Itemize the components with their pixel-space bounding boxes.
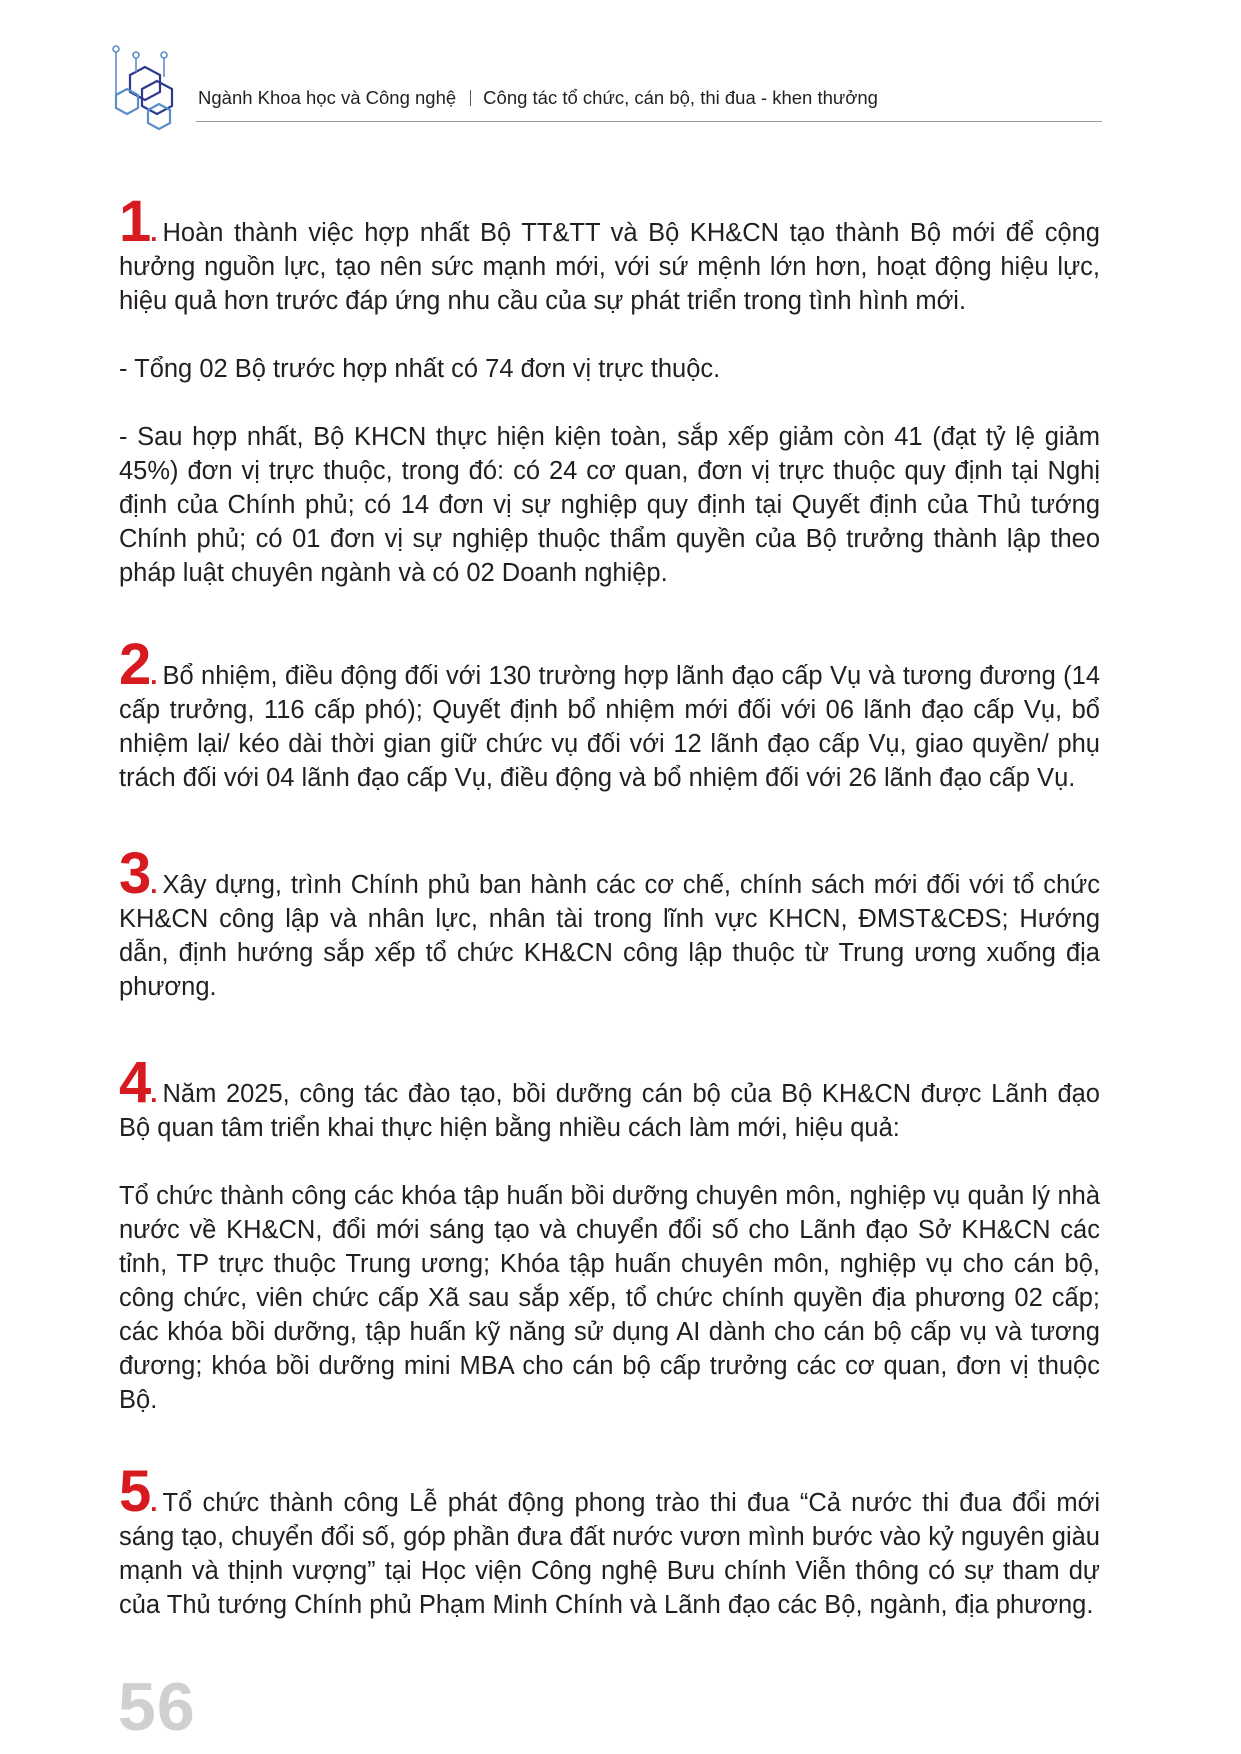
header-title-right: Công tác tổ chức, cán bộ, thi đua - khen thưởng — [483, 87, 878, 108]
page-number: 56 — [118, 1669, 196, 1745]
header-title-left: Ngành Khoa học và Công nghệ — [198, 87, 457, 108]
item-4-sub-1: Tổ chức thành công các khóa tập huấn bồi dưỡng chuyên môn, nghiệp vụ quản lý nhà nước về KH&CN, đổi mới sáng tạo và chuyển đổi số cho Lãnh đạo Sở KH&CN các tỉnh, TP trực thuộc Trung ương; Khóa tập huấn chuyên môn, nghiệp vụ cho cán bộ, công chức, viên chức cấp Xã sau sắp xếp, tổ chức chính quyền địa phương 02 cấp; các khóa bồi dưỡng, tập huấn kỹ năng sử dụng AI dành cho cán bộ cấp vụ và tương đương; khóa bồi dưỡng mini MBA cho cán bộ cấp trưởng các cơ quan, đơn vị thuộc Bộ. — [119, 1182, 1100, 1414]
item-5 — [119, 1459, 1100, 1622]
item-3-text: Xây dựng, trình Chính phủ ban hành các cơ chế, chính sách mới đối với tổ chức KH&CN công lập và nhân lực, nhân tài trong lĩnh vực KHCN, ĐMST&CĐS; Hướng dẫn, định hướng sắp xếp tổ chức KH&CN công lập thuộc từ Trung ương xuống địa phương. — [119, 871, 1100, 1001]
item-1-sub-2: - Sau hợp nhất, Bộ KHCN thực hiện kiện toàn, sắp xếp giảm còn 41 (đạt tỷ lệ giảm 45%) đơn vị trực thuộc, trong đó: có 24 cơ quan, đơn vị trực thuộc quy định tại Nghị định của Chính phủ; có 14 đơn vị sự nghiệp quy định tại Quyết định của Thủ tướng Chính phủ; có 01 đơn vị sự nghiệp thuộc thẩm quyền của Bộ trưởng thành lập theo pháp luật chuyên ngành và có 02 Doanh nghiệp. — [119, 423, 1100, 587]
item-1 — [119, 189, 1100, 318]
item-1-number: 1. — [119, 189, 157, 254]
item-5-text: Tổ chức thành công Lễ phát động phong trào thi đua “Cả nước thi đua đổi mới sáng tạo, chuyển đổi số, góp phần đưa đất nước vươn mình bước vào kỷ nguyên giàu mạnh và thịnh vượng” tại Học viện Công nghệ Bưu chính Viễn thông có sự tham dự của Thủ tướng Chính phủ Phạm Minh Chính và Lãnh đạo các Bộ, ngành, địa phương. — [119, 1489, 1100, 1619]
item-5-number: 5. — [119, 1459, 157, 1524]
item-4 — [119, 1050, 1100, 1145]
item-1-sub-1: - Tổng 02 Bộ trước hợp nhất có 74 đơn vị trực thuộc. — [119, 355, 721, 383]
main-content — [119, 189, 1100, 1622]
item-2 — [119, 632, 1100, 795]
item-2-text: Bổ nhiệm, điều động đối với 130 trường hợp lãnh đạo cấp Vụ và tương đương (14 cấp trưởng, 116 cấp phó); Quyết định bổ nhiệm mới đối với 06 lãnh đạo cấp Vụ, bổ nhiệm lại/ kéo dài thời gian giữ chức vụ đối với 12 lãnh đạo cấp Vụ, giao quyền/ phụ trách đối với 04 lãnh đạo cấp Vụ, điều động và bổ nhiệm đối với 26 lãnh đạo cấp Vụ. — [119, 662, 1100, 792]
hexagon-network-logo-icon — [112, 45, 192, 135]
header-title — [198, 87, 878, 109]
item-3-number: 3. — [119, 841, 157, 906]
header-divider — [470, 90, 471, 106]
item-4-number: 4. — [119, 1050, 157, 1115]
header-rule — [196, 121, 1102, 122]
item-1-text: Hoàn thành việc hợp nhất Bộ TT&TT và Bộ KH&CN tạo thành Bộ mới để cộng hưởng nguồn lực, tạo nên sức mạnh mới, với sứ mệnh lớn hơn, hoạt động hiệu lực, hiệu quả hơn trước đáp ứng nhu cầu của sự phát triển trong tình hình mới. — [119, 219, 1100, 315]
page-header — [112, 45, 1102, 125]
item-3 — [119, 841, 1100, 1004]
item-4-text: Năm 2025, công tác đào tạo, bồi dưỡng cán bộ của Bộ KH&CN được Lãnh đạo Bộ quan tâm triển khai thực hiện bằng nhiều cách làm mới, hiệu quả: — [119, 1080, 1100, 1142]
item-2-number: 2. — [119, 632, 157, 697]
